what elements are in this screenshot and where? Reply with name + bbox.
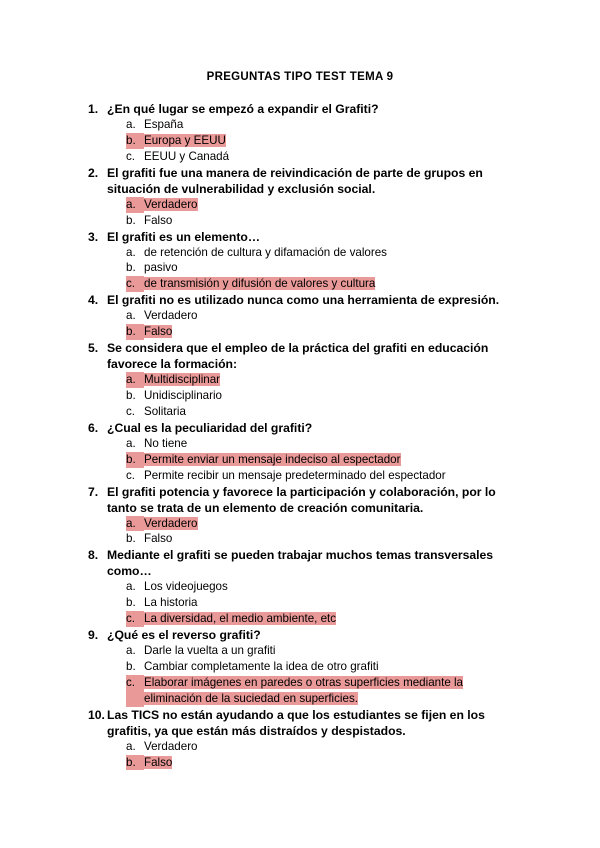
answer-text: La diversidad, el medio ambiente, etc xyxy=(144,612,337,626)
answer-list xyxy=(88,308,508,340)
answer-text: Solitaria xyxy=(144,404,186,418)
answer-letter: c. xyxy=(126,611,144,627)
answer-option xyxy=(88,308,508,324)
question-item xyxy=(88,101,508,165)
answer-option-correct xyxy=(88,324,508,340)
answer-text: Permite recibir un mensaje predeterminado del espectador xyxy=(144,468,446,482)
answer-option xyxy=(88,531,508,547)
question-item xyxy=(88,547,508,627)
answer-letter: b. xyxy=(126,213,136,227)
question-item xyxy=(88,292,508,340)
question-text: El grafiti fue una manera de reivindicación de parte de grupos en situación de vulnerabilidad y exclusión social. xyxy=(107,165,483,196)
answer-letter: a. xyxy=(126,118,136,131)
answer-letter: c. xyxy=(126,468,136,482)
question-text: El grafiti es un elemento… xyxy=(107,229,261,244)
answer-letter: a. xyxy=(126,309,136,323)
question-number: 5. xyxy=(88,341,99,356)
answer-letter: a. xyxy=(126,372,144,388)
question-header xyxy=(88,627,508,643)
answer-option xyxy=(88,739,508,755)
answer-option-correct xyxy=(88,452,508,468)
question-header xyxy=(88,547,508,579)
answer-text-wrap xyxy=(144,324,508,340)
answer-text: Cambiar completamente la idea de otro grafiti xyxy=(144,659,379,673)
answer-text: Multidisciplinar xyxy=(144,373,221,387)
answer-text: Verdadero xyxy=(144,516,198,530)
question-header xyxy=(88,292,508,308)
answer-option xyxy=(88,117,508,133)
answer-text-wrap xyxy=(144,675,508,707)
answer-text-wrap xyxy=(144,436,508,452)
answer-option xyxy=(88,468,508,484)
question-number: 10. xyxy=(88,707,105,722)
answer-text: Verdadero xyxy=(144,309,198,323)
question-header xyxy=(88,420,508,436)
answer-letter: a. xyxy=(126,516,144,532)
answer-letter: b. xyxy=(126,452,144,468)
answer-letter: a. xyxy=(126,436,136,450)
document-title: PREGUNTAS TIPO TEST TEMA 9 xyxy=(206,71,394,83)
answer-letter: c. xyxy=(126,149,136,163)
question-item xyxy=(88,627,508,707)
answer-letter: b. xyxy=(126,133,144,149)
answer-text: de transmisión y difusión de valores y cultura xyxy=(144,277,376,291)
answer-option xyxy=(88,579,508,595)
answer-letter: c. xyxy=(126,675,144,707)
answer-text: pasivo xyxy=(144,261,178,275)
answer-text: Falso xyxy=(144,325,173,339)
answer-option xyxy=(88,388,508,404)
question-text: ¿Qué es el reverso grafiti? xyxy=(107,628,261,643)
answer-letter: b. xyxy=(126,659,136,673)
answer-letter: c. xyxy=(126,404,136,418)
answer-text: No tiene xyxy=(144,436,188,450)
answer-text-wrap xyxy=(144,308,508,324)
question-header xyxy=(88,340,508,372)
answer-text: Permite enviar un mensaje indeciso al espectador xyxy=(144,452,401,466)
answer-text: Unidisciplinario xyxy=(144,388,222,402)
question-text: Se considera que el empleo de la práctica del grafiti en educación favorece la formación: xyxy=(107,341,489,372)
answer-list xyxy=(88,739,508,771)
question-item xyxy=(88,165,508,229)
answer-text-wrap xyxy=(144,739,508,755)
question-header xyxy=(88,101,508,117)
answer-text-wrap xyxy=(144,117,508,133)
answer-letter: a. xyxy=(126,245,136,259)
answer-text-wrap xyxy=(144,755,508,771)
answer-list xyxy=(88,643,508,707)
answer-list xyxy=(88,245,508,293)
question-item xyxy=(88,420,508,484)
answer-letter: a. xyxy=(126,644,136,658)
answer-text: España xyxy=(144,118,184,131)
question-text: ¿Cual es la peculiaridad del grafiti? xyxy=(107,420,313,435)
answer-letter: b. xyxy=(126,324,144,340)
answer-text-wrap xyxy=(144,659,508,675)
answer-text-wrap xyxy=(144,468,508,484)
answer-text: Falso xyxy=(144,532,173,546)
answer-text: Europa y EEUU xyxy=(144,133,226,147)
answer-text-wrap xyxy=(144,452,508,468)
question-number: 6. xyxy=(88,420,99,435)
question-number: 1. xyxy=(88,102,99,116)
question-number: 7. xyxy=(88,484,99,499)
question-header xyxy=(88,229,508,245)
answer-letter: b. xyxy=(126,596,136,610)
answer-list xyxy=(88,372,508,420)
question-text: El grafiti no es utilizado nunca como una herramienta de expresión. xyxy=(107,293,500,308)
question-number: 2. xyxy=(88,165,99,180)
question-list xyxy=(88,101,508,770)
answer-text: Falso xyxy=(144,755,173,769)
answer-text: Los videojuegos xyxy=(144,580,228,594)
question-header xyxy=(88,165,508,197)
answer-option-correct xyxy=(88,276,508,292)
question-text: ¿En qué lugar se empezó a expandir el Grafiti? xyxy=(107,102,379,116)
question-number: 3. xyxy=(88,229,99,244)
answer-letter: c. xyxy=(126,276,144,292)
question-text: El grafiti potencia y favorece la participación y colaboración, por lo tanto se trata de un elemento de creación comunitaria. xyxy=(107,484,496,515)
answer-text: Elaborar imágenes en paredes o otras superficies mediante la eliminación de la suciedad en superficies. xyxy=(144,675,464,705)
answer-text: Verdadero xyxy=(144,739,198,753)
answer-option-correct xyxy=(88,516,508,532)
answer-list xyxy=(88,436,508,484)
answer-text-wrap xyxy=(144,245,508,261)
answer-text-wrap xyxy=(144,579,508,595)
question-item xyxy=(88,340,508,420)
answer-option-correct xyxy=(88,755,508,771)
answer-text-wrap xyxy=(144,372,508,388)
answer-text: La historia xyxy=(144,596,198,610)
answer-text-wrap xyxy=(144,516,508,532)
answer-letter: b. xyxy=(126,388,136,402)
question-text: Las TICS no están ayudando a que los estudiantes se fijen en los grafitis, ya que están más distraídos y despistados. xyxy=(107,707,485,738)
answer-letter: a. xyxy=(126,739,136,753)
answer-letter: b. xyxy=(126,261,136,275)
answer-option xyxy=(88,213,508,229)
answer-text-wrap xyxy=(144,260,508,276)
answer-list xyxy=(88,579,508,627)
answer-option xyxy=(88,436,508,452)
answer-text-wrap xyxy=(144,213,508,229)
answer-option xyxy=(88,245,508,261)
answer-option xyxy=(88,149,508,165)
answer-text: de retención de cultura y difamación de valores xyxy=(144,245,387,259)
question-header xyxy=(88,484,508,516)
answer-text: Verdadero xyxy=(144,197,198,211)
answer-list xyxy=(88,516,508,548)
question-item xyxy=(88,707,508,771)
answer-letter: b. xyxy=(126,532,136,546)
question-number: 8. xyxy=(88,548,99,563)
answer-option xyxy=(88,643,508,659)
answer-text-wrap xyxy=(144,611,508,627)
answer-text-wrap xyxy=(144,595,508,611)
answer-text: Falso xyxy=(144,213,173,227)
answer-list xyxy=(88,117,508,165)
answer-text: Darle la vuelta a un grafiti xyxy=(144,644,276,658)
answer-option xyxy=(88,595,508,611)
answer-letter: a. xyxy=(126,580,136,594)
answer-option-correct xyxy=(88,372,508,388)
answer-option-correct xyxy=(88,611,508,627)
answer-option-correct xyxy=(88,133,508,149)
answer-text-wrap xyxy=(144,149,508,165)
answer-text-wrap xyxy=(144,197,508,213)
question-number: 9. xyxy=(88,628,99,643)
answer-text-wrap xyxy=(144,133,508,149)
answer-option-correct xyxy=(88,197,508,213)
question-header xyxy=(88,707,508,739)
answer-option xyxy=(88,659,508,675)
answer-text: EEUU y Canadá xyxy=(144,149,230,163)
answer-option-correct xyxy=(88,675,508,707)
answer-letter: b. xyxy=(126,755,144,771)
answer-letter: a. xyxy=(126,197,144,213)
question-text: Mediante el grafiti se pueden trabajar muchos temas transversales como… xyxy=(107,548,494,579)
answer-text-wrap xyxy=(144,531,508,547)
question-item xyxy=(88,484,508,548)
answer-text-wrap xyxy=(144,404,508,420)
answer-text-wrap xyxy=(144,276,508,292)
answer-option xyxy=(88,404,508,420)
answer-option xyxy=(88,260,508,276)
question-number: 4. xyxy=(88,293,99,308)
answer-text-wrap xyxy=(144,388,508,404)
answer-list xyxy=(88,197,508,229)
answer-text-wrap xyxy=(144,643,508,659)
question-item xyxy=(88,229,508,293)
